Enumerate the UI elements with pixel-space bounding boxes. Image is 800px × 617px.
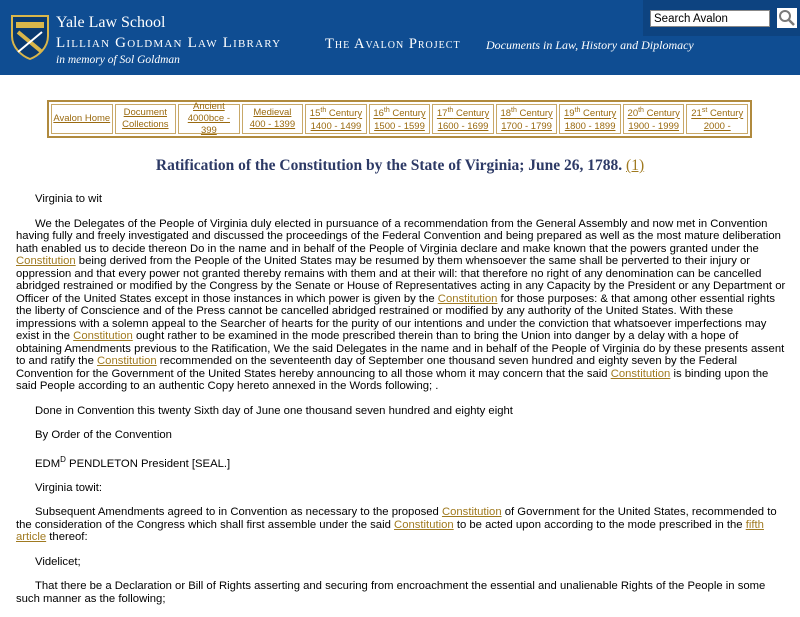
footnote-link[interactable]: (1) [626,157,645,174]
period-navigation [47,100,752,138]
page-title [0,157,800,175]
nav-item-7[interactable]: 18th Century 1700 - 1799 [496,104,558,134]
school-name[interactable]: Yale Law School [56,14,166,31]
fifth-article-link[interactable]: fifth article [16,518,764,544]
paragraph-9: That there be a Declaration or Bill of Rights asserting and securing from encroachment the essential and unalienable Rights of the People in some such manner as the following; [16,580,766,605]
yale-shield-logo-icon[interactable] [10,14,50,60]
constitution-link[interactable]: Constitution [437,292,498,305]
nav-item-4[interactable]: 15th Century 1400 - 1499 [305,104,367,134]
nav-item-0[interactable]: Avalon Home [51,104,113,134]
library-name[interactable]: Lillian Goldman Law Library [56,35,282,51]
paragraph-4: By Order of the Convention [35,429,172,441]
constitution-link[interactable]: Constitution [394,518,454,531]
title-text: Ratification of the Constitution by the State of Virginia; June 26, 1788. [155,157,623,174]
nav-item-8[interactable]: 19th Century 1800 - 1899 [559,104,621,134]
nav-item-9[interactable]: 20th Century 1900 - 1999 [623,104,685,134]
search-input[interactable] [650,10,770,27]
paragraph-3: Done in Convention this twenty Sixth day of June one thousand seven hundred and eighty eight [35,404,513,417]
paragraph-7: Subsequent Amendments agreed to in Convention as necessary to the proposed Constitution of Government for the United States, recommended to the consideration of the Congress which shall first assemble under the said Constitution to be acted upon according to the mode prescribed in the fifth article thereof: [16,506,777,544]
constitution-link[interactable]: Constitution [97,355,157,367]
constitution-link[interactable]: Constitution [16,255,76,267]
memory-line: in memory of Sol Goldman [56,54,180,66]
constitution-link[interactable]: Constitution [610,367,671,380]
magnifier-icon[interactable] [777,8,797,28]
paragraph-5: $EDM^D$ PENDLETON President [SEAL.] [35,454,231,470]
nav-item-1[interactable]: Document Collections [115,104,177,134]
paragraph-6: Virginia towit: [35,481,102,494]
document-body [16,193,786,617]
nav-item-5[interactable]: 16th Century 1500 - 1599 [369,104,431,134]
paragraph-1: Virginia to wit [35,193,102,205]
constitution-link[interactable]: Constitution [441,506,502,519]
project-tagline: Documents in Law, History and Diplomacy [486,38,694,52]
paragraph-8: Videlicet; [35,555,81,568]
constitution-link[interactable]: Constitution [73,330,133,342]
nav-item-10[interactable]: 21st Century 2000 - [686,104,748,134]
nav-item-2[interactable]: Ancient 4000bce - 399 [178,104,240,134]
nav-item-3[interactable]: Medieval 400 - 1399 [242,104,304,134]
project-name[interactable]: The Avalon Project [325,36,461,52]
nav-item-6[interactable]: 17th Century 1600 - 1699 [432,104,494,134]
paragraph-2: We the Delegates of the People of Virginia duly elected in pursuance of a recommendation from the General Assembly and now met in Convention having fully and freely investigated and discussed the proceedings of the Federal Convention and being prepared as well as the most mature deliberation hath enabled us to decide thereon Do in the name and in behalf of the People of Virginia declare and make known that the powers granted under the Constitution being derived from the People of the United States may be resumed by them whensoever the same shall be perverted to their injury or oppression and that every power not granted thereby remains with them and at their will: that therefore no right of any denomination can be cancelled abridged restrained or modified by the Congress by the Senate or House of Representatives acting in any Capacity by the President or any Department or Officer of the United States except in those instances in which power is given by the Constitution for those purposes: & that among other essential rights the liberty of Conscience and of the Press cannot be cancelled abridged restrained or modified by any authority of the United States. With these impressions with a solemn appeal to the Searcher of hearts for the purity of our intentions and under the conviction that whatsoever imperfections may exist in the Constitution ought rather to be examined in the mode prescribed therein than to bring the Union into danger by a delay with a hope of obtaining Amendments previous to the Ratification, We the said Delegates in the name and in behalf of the People of Virginia do by these presents assent to and ratify the Constitution recommended on the seventeenth day of September one thousand seven hundred and eighty seven by the Federal Convention for the Government of the United States hereby announcing to all those whom it may concern that the said Constitution is binding upon the said People according to an authentic Copy hereto annexed in the Words following; . [16,217,786,392]
